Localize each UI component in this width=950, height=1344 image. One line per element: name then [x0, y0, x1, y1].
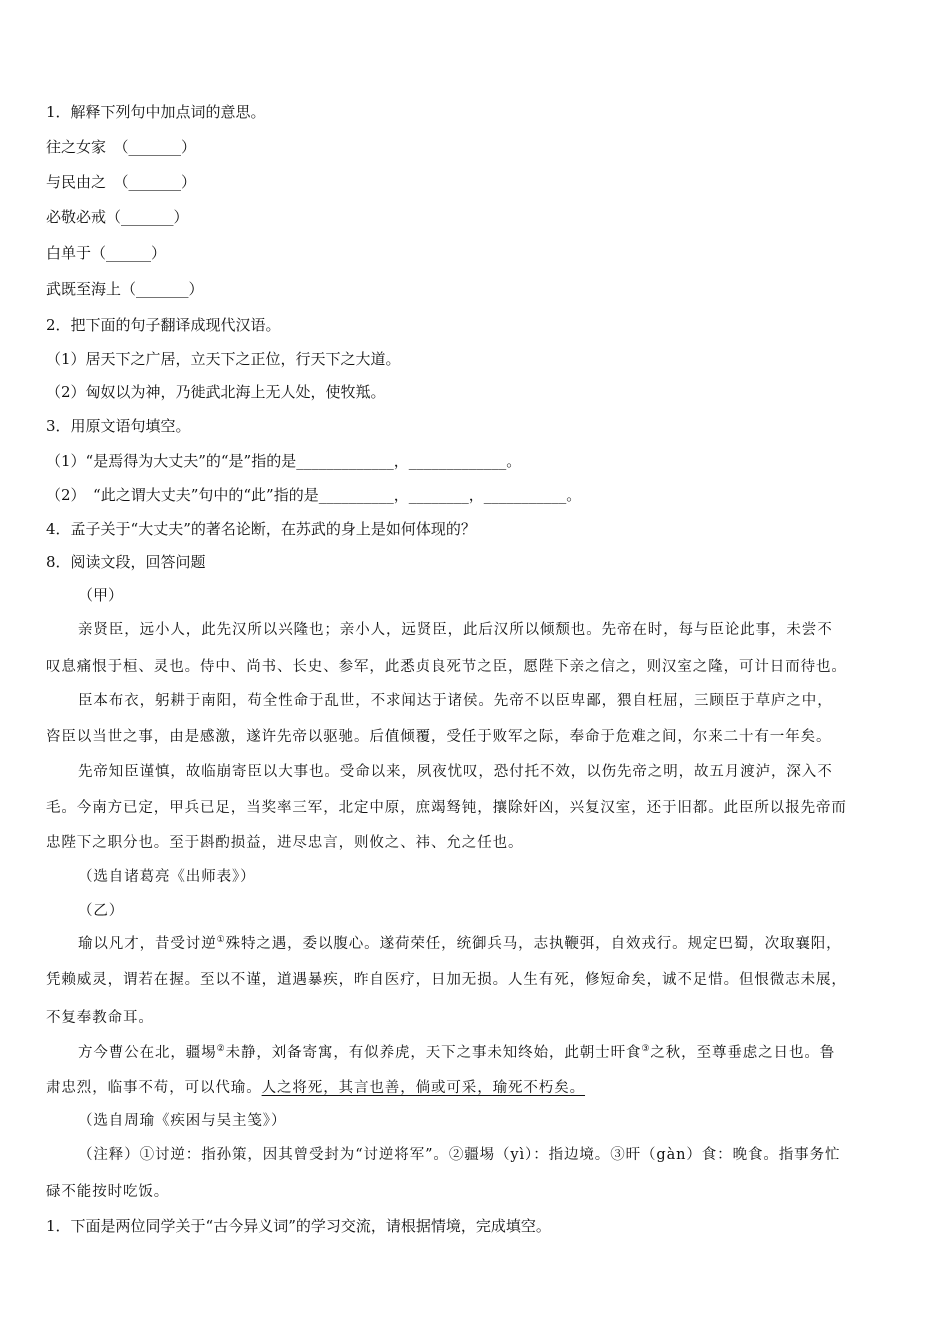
underlined-sentence: 人之将死，其言也善，倘或可采，瑜死不朽矣。: [261, 1080, 586, 1096]
passage-yi-line: 凭赖威灵，谓若在握。至以不谨，道遇暴疾，昨自医疗，日加无损。人生有死，修短命矣，诚不足惜。但恨微志未展，: [46, 972, 847, 988]
q-last: 1．下面是两位同学关于“古今异义词”的学习交流，请根据情境，完成填空。: [46, 1217, 551, 1235]
q2-title: 2．把下面的句子翻译成现代汉语。: [46, 316, 281, 334]
q1-item: 必敬必戒（_______）: [46, 208, 189, 226]
q8-title: 8．阅读文段，回答问题: [46, 553, 206, 571]
q1-item: 往之女家 （_______）: [46, 138, 197, 156]
passage-yi-line: 方今曹公在北，疆埸②未静，刘备寄寓，有似养虎，天下之事未知终始，此朝士旰食③之秋，至尊垂虑之日也。鲁: [78, 1044, 836, 1061]
footnote-marker: ①: [216, 935, 226, 945]
passage-jia-line: 先帝知臣谨慎，故临崩寄臣以大事也。受命以来，夙夜忧叹，恐付托不效，以伤先帝之明，故五月渡泸，深入不: [78, 764, 833, 780]
passage-jia-line: 咨臣以当世之事，由是感激，遂许先帝以驱驰。后值倾覆，受任于败军之际，奉命于危难之间，尔来二十有一年矣。: [46, 729, 832, 745]
passage-jia-source: （选自诸葛亮《出师表》）: [78, 869, 256, 885]
q1-item: 白单于（______）: [46, 244, 167, 262]
q1-title: 1．解释下列句中加点词的意思。: [46, 103, 266, 121]
q3-title: 3．用原文语句填空。: [46, 417, 191, 435]
passage-jia-line: 毛。今南方已定，甲兵已足，当奖率三军，北定中原，庶竭驽钝，攘除奸凶，兴复汉室，还于旧都。此臣所以报先帝而: [46, 800, 847, 816]
notes-line: 碌不能按时吃饭。: [46, 1184, 170, 1200]
passage-jia-line: 亲贤臣，远小人，此先汉所以兴隆也；亲小人，远贤臣，此后汉所以倾颓也。先帝在时，每与臣论此事，未尝不: [78, 622, 833, 638]
passage-jia-line: 叹息痛恨于桓、灵也。侍中、尚书、长史、参军，此悉贞良死节之臣，愿陛下亲之信之，则汉室之隆，可计日而待也。: [46, 659, 847, 675]
passage-yi-line: 瑜以凡才，昔受讨逆①殊特之遇，委以腹心。遂荷荣任，统御兵马，志执鞭弭，自效戎行。规定巴蜀，次取襄阳，: [78, 935, 842, 952]
passage-yi-line: 肃忠烈，临事不苟，可以代瑜。人之将死，其言也善，倘或可采，瑜死不朽矣。: [46, 1080, 586, 1096]
q1-item: 武既至海上（_______）: [46, 280, 204, 298]
q1-item: 与民由之 （_______）: [46, 173, 197, 191]
q2-item: （1）居天下之广居，立天下之正位，行天下之大道。: [46, 350, 401, 368]
passage-yi-label: （乙）: [78, 903, 125, 919]
passage-yi-source: （选自周瑜《疾困与吴主笺》）: [78, 1113, 287, 1129]
passage-yi-line: 不复奉教命耳。: [46, 1010, 154, 1026]
q4: 4．孟子关于“大丈夫”的著名论断，在苏武的身上是如何体现的？: [46, 520, 476, 538]
q3-item: （2） “此之谓大丈夫”句中的“此”指的是__________，________，___________。: [46, 486, 582, 504]
q3-item: （1）“是焉得为大丈夫”的“是”指的是_____________，_____________。: [46, 452, 522, 470]
q2-item: （2）匈奴以为神，乃徙武北海上无人处，使牧羝。: [46, 383, 386, 401]
notes-line: （注释）①讨逆：指孙策，因其曾受封为“讨逆将军”。②疆埸（yì）：指边境。③旰（gàn）食：晚食。指事务忙: [78, 1147, 841, 1163]
passage-jia-line: 臣本布衣，躬耕于南阳，苟全性命于乱世，不求闻达于诸侯。先帝不以臣卑鄙，猥自枉屈，三顾臣于草庐之中，: [78, 693, 833, 709]
passage-jia-label: （甲）: [78, 586, 124, 604]
footnote-marker: ③: [641, 1044, 651, 1054]
footnote-marker: ②: [216, 1044, 226, 1054]
passage-jia-line: 忠陛下之职分也。至于斟酌损益，进尽忠言，则攸之、祎、允之任也。: [46, 835, 524, 851]
